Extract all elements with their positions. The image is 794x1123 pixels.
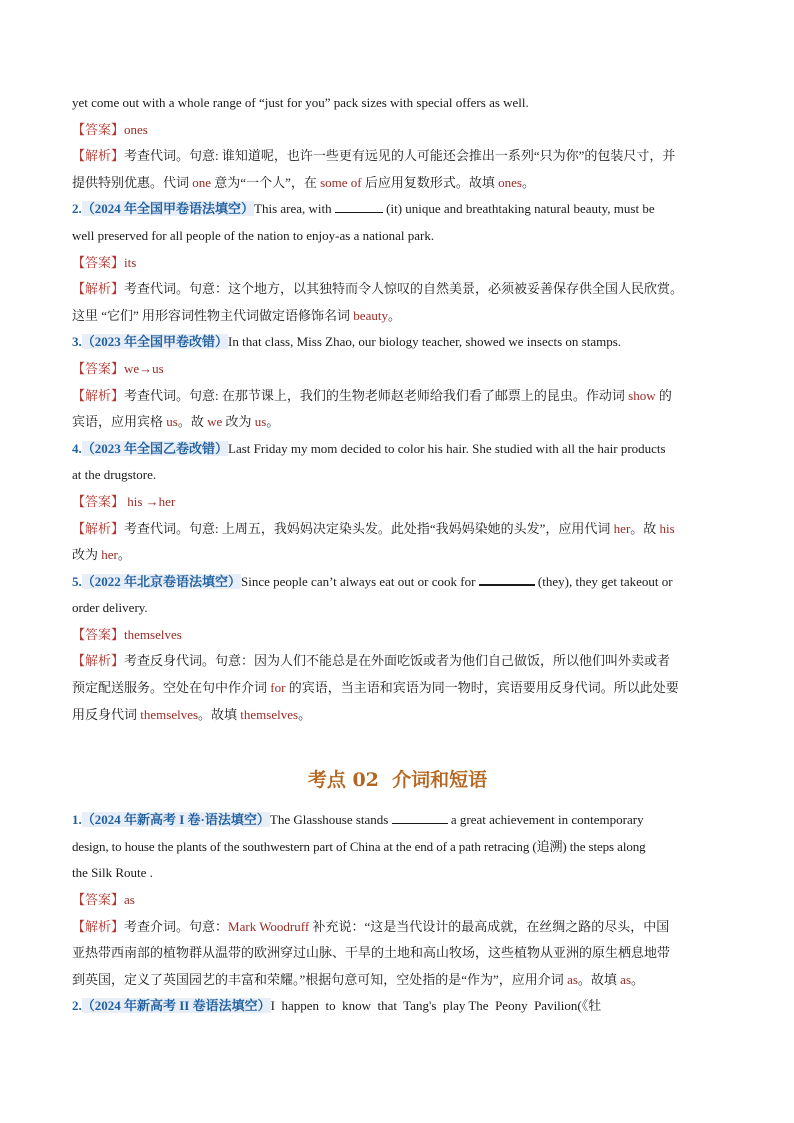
answer-label: 【答案】 — [72, 892, 125, 908]
question-text: (they), they get takeout or — [537, 573, 673, 589]
question-text: In that class, Miss Zhao, our biology teacher, showed we insects on stamps. — [228, 334, 622, 350]
answer-value: its — [124, 254, 137, 270]
explanation-text: 考查代词。句意: 在那节课上，我们的生物老师赵老师给我们看了邮票上的昆虫。作动词 — [124, 387, 629, 403]
question-text: The Glasshouse stands — [269, 812, 389, 828]
explanation-text: 提供特别优惠。代词 — [72, 174, 193, 190]
explanation-text: 考查代词。句意: 上周五，我妈妈决定染头发。此处指“我妈妈染她的头发”，应用代词 — [124, 520, 614, 536]
document-page — [72, 90, 723, 1020]
explanation-text: 意为“一个人”，在 — [211, 174, 321, 190]
question-text: This area, with — [254, 201, 332, 217]
keyword: us — [254, 414, 267, 430]
explanation-5-line-3 — [72, 702, 723, 729]
explanation-2-line-2 — [72, 303, 723, 330]
question-number: 2. — [72, 201, 82, 217]
answer-label: 【答案】 — [72, 121, 125, 137]
answer-2 — [72, 250, 723, 277]
question-text: a great achievement in contemporary — [450, 812, 644, 828]
explanation-text: 。 — [266, 414, 280, 430]
answer-3 — [72, 356, 723, 383]
question-text: Last Friday my mom decided to color his hair. She studied with all the hair products — [228, 440, 666, 456]
question-3-line-1 — [72, 329, 723, 356]
explanation-text: 考查代词。句意: 谁知道呢，也许一些更有远见的人可能还会推出一系列“只为你”的包装尺寸，并 — [124, 148, 676, 164]
explanation-4-line-1 — [72, 516, 723, 543]
answer-label: 【答案】 — [72, 360, 125, 376]
question-source: （2023 年全国甲卷改错） — [81, 334, 229, 350]
explanation-text: 。 — [117, 547, 131, 563]
question-source: （2023 年全国乙卷改错） — [81, 440, 229, 456]
question-source: （2024 年新高考 I 卷·语法填空） — [81, 812, 270, 828]
explanation-label: 【解析】 — [72, 387, 125, 403]
explanation-text: 改为 — [72, 547, 102, 563]
keyword: themselves — [240, 706, 299, 722]
question-source: （2024 年新高考 II 卷语法填空） — [81, 998, 271, 1014]
keyword: beauty — [353, 307, 388, 323]
explanation-text: 考查代词。句意：这个地方，以其独特而令人惊叹的自然美景，必须被妥善保存供全国人民欣赏。 — [124, 281, 684, 297]
explanation-text: 后应用复数形式。故填 — [361, 174, 499, 190]
keyword: her — [613, 520, 631, 536]
keyword: we — [207, 414, 223, 430]
keyword: themselves — [140, 706, 199, 722]
keyword: one — [192, 174, 212, 190]
explanation-text: 考查介词。句意： — [124, 918, 229, 934]
question-number: 1. — [72, 812, 82, 828]
answer-value: themselves — [124, 626, 182, 642]
question-2-line-2: well preserved for all people of the nation to enjoy-as a national park. — [72, 227, 435, 243]
explanation-label: 【解析】 — [72, 653, 125, 669]
explanation-text: 。 — [521, 174, 535, 190]
question-text: Since people can’t always eat out or cook for — [241, 573, 476, 589]
question-5-line-2: order delivery. — [72, 600, 148, 616]
explanation-text: 。故 — [630, 520, 660, 536]
keyword: for — [270, 680, 286, 696]
keyword: as — [620, 971, 632, 987]
answer-label: 【答案】 — [72, 626, 125, 642]
explanation-text: 。 — [298, 706, 312, 722]
question-number: 2. — [72, 998, 82, 1014]
question-number: 4. — [72, 440, 82, 456]
section-explanation-1-line-3 — [72, 967, 723, 994]
section-answer-1 — [72, 887, 723, 914]
answer-blank[interactable] — [479, 572, 535, 586]
explanation-text: 的宾语，当主语和宾语为同一物时，宾语要用反身代词。所以此处要 — [285, 680, 679, 696]
answer-value: we→us — [124, 360, 164, 376]
explanation-label: 【解析】 — [72, 918, 125, 934]
keyword: show — [628, 387, 656, 403]
question-2-line-1 — [72, 196, 723, 223]
answer-value: his →her — [124, 493, 176, 509]
section-explanation-1-line-1 — [72, 914, 723, 941]
explanation-text: 这里 “它们” 用形容词性物主代词做定语修饰名词 — [72, 307, 354, 323]
question-number: 3. — [72, 334, 82, 350]
explanation-text: 补充说：“这是当代设计的最高成就，在丝绸之路的尽头，中国 — [309, 918, 670, 934]
explanation-text: 到英国，定义了英国园艺的丰富和荣耀。”根据句意可知，空处指的是“作为”，应用介词 — [72, 971, 568, 987]
explanation-text: 预定配送服务。空处在句中作介词 — [72, 680, 271, 696]
explanation-5-line-2 — [72, 675, 723, 702]
explanation-text: 。故填 — [577, 971, 621, 987]
question-5-line-1 — [72, 569, 723, 596]
keyword: ones — [498, 174, 522, 190]
section-title: 考点 02 介词和短语 — [307, 769, 488, 792]
keyword: some of — [320, 174, 362, 190]
question-number: 5. — [72, 573, 82, 589]
explanation-4-line-2 — [72, 542, 723, 569]
explanation-label: 【解析】 — [72, 148, 125, 164]
explanation-text: 宾语，应用宾格 — [72, 414, 167, 430]
explanation-text: 改为 — [222, 414, 255, 430]
section-question-1-line-2: design, to house the plants of the southwestern part of China at the end of a path retracing (追溯) the steps along — [72, 838, 646, 854]
section-question-1-line-3: the Silk Route . — [72, 865, 153, 881]
question-4-line-1 — [72, 436, 723, 463]
answer-value: ones — [124, 121, 148, 137]
section-question-2-line-1 — [72, 993, 723, 1020]
passage-line: yet come out with a whole range of “just for you” pack sizes with special offers as well. — [72, 95, 529, 110]
keyword: us — [166, 414, 178, 430]
explanation-3-line-2 — [72, 409, 723, 436]
explanation-label: 【解析】 — [72, 520, 125, 536]
section-explanation-1-line-2: 亚热带西南部的植物群从温带的欧洲穿过山脉、干旱的土地和高山牧场，这些植物从亚洲的原生栖息地带 — [72, 945, 671, 961]
question-source: （2024 年全国甲卷语法填空） — [81, 201, 255, 217]
answer-1 — [72, 117, 723, 144]
explanation-label: 【解析】 — [72, 281, 125, 297]
answer-blank[interactable] — [335, 200, 383, 213]
explanation-text: 。故 — [177, 414, 208, 430]
explanation-text: 考查反身代词。句意：因为人们不能总是在外面吃饭或者为他们自己做饭，所以他们叫外卖或者 — [124, 653, 671, 669]
answer-5 — [72, 622, 723, 649]
answer-4 — [72, 489, 723, 516]
explanation-text: 。 — [387, 307, 401, 323]
keyword: as — [567, 971, 578, 987]
explanation-text: 的 — [655, 387, 672, 403]
answer-value: as — [124, 892, 135, 908]
explanation-text: 。 — [631, 971, 645, 987]
explanation-2-line-1 — [72, 276, 723, 303]
explanation-5-line-1 — [72, 648, 723, 675]
question-4-line-2: at the drugstore. — [72, 467, 157, 483]
explanation-text: 用反身代词 — [72, 706, 141, 722]
section-question-1-line-1 — [72, 807, 723, 834]
answer-label: 【答案】 — [72, 254, 125, 270]
question-text: (it) unique and breathtaking natural beauty, must be — [386, 201, 655, 217]
keyword: her — [101, 547, 118, 563]
keyword: his — [659, 520, 675, 536]
explanation-1-line-2 — [72, 170, 723, 197]
keyword: Mark Woodruff — [228, 918, 310, 934]
answer-label: 【答案】 — [72, 493, 125, 509]
explanation-3-line-1 — [72, 383, 723, 410]
question-source: （2022 年北京卷语法填空） — [81, 573, 242, 589]
answer-blank[interactable] — [392, 811, 448, 824]
explanation-1-line-1 — [72, 143, 723, 170]
explanation-text: 。故填 — [198, 706, 241, 722]
question-text: I happen to know that Tang's play The Peony Pavilion(《牡 — [270, 998, 602, 1014]
